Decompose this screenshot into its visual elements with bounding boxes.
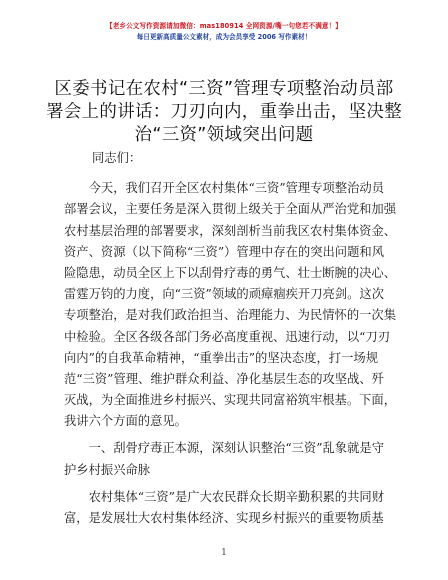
- paragraph: [64, 178, 397, 432]
- paragraph-line: 向内”的自我革命精神，“重拳出击”的坚决态度，打一场规: [64, 350, 378, 365]
- paragraph-line: 雷霆万钧的力度，向“三资”领域的顽瘴痼疾开刀亮剑。这次: [64, 287, 384, 302]
- paragraph-line: 富，是发展壮大农村集体经济、实现乡村振兴的重要物质基: [64, 511, 384, 525]
- paragraph-line: 今天，我们召开全区农村集体“三资”管理专项整治动员: [64, 181, 384, 196]
- promo-banner: [0, 22, 448, 42]
- promo-banner-line-1: 【老乡公文写作资源请加微信：mas180914 全网资源/嘴一句您若不满意！】: [106, 22, 342, 30]
- salutation: 同志们：: [92, 151, 142, 165]
- promo-banner-line-2: 每日更新高质量公文素材，成为会员享受 2006 写作素材！: [136, 33, 312, 41]
- paragraph-line: 护乡村振兴命脉: [64, 462, 151, 477]
- page-number: 1: [221, 548, 227, 558]
- paragraph-line: 险隐患，动员全区上下以刮骨疗毒的勇气、壮士断腕的决心、: [64, 265, 397, 280]
- document-body: [64, 148, 397, 529]
- paragraph-line: 我讲六个方面的意见。: [64, 414, 187, 429]
- paragraph-line: 范“三资”管理、维护群众利益、净化基层生态的攻坚战、歼: [64, 371, 384, 386]
- paragraph-line: 一、刮骨疗毒正本源，深刻认识整治“三资”乱象就是守: [64, 441, 384, 456]
- paragraph-line: 灭战，为全面推进乡村振兴、实现共同富裕筑牢根基。下面，: [64, 393, 397, 408]
- paragraph-line: 中检验。全区各级各部门务必高度重视、迅速行动，以“刀刃: [64, 329, 391, 344]
- title-line: 治“三资”领域突出问题: [134, 125, 314, 145]
- paragraphs: [64, 178, 397, 529]
- paragraph-line: 资产、资源（以下简称“三资”）管理中存在的突出问题和风: [64, 244, 384, 259]
- paragraph-line: 农村集体“三资”是广大农民群众长期辛勤积累的共同财: [64, 489, 384, 504]
- title-line: 区委书记在农村“三资”管理专项整治动员部: [54, 79, 394, 99]
- paragraph-line: 专项整治，是对我们政治担当、治理能力、为民情怀的一次集: [64, 308, 397, 323]
- paragraph: [64, 438, 394, 480]
- title-line: 署会上的讲话：刀刃向内，重拳出击，坚决整: [46, 102, 402, 122]
- paragraph: [64, 487, 394, 529]
- paragraph-line: 农村基层治理的部署要求，深刻剖析当前我区农村集体资金、: [64, 223, 397, 238]
- document-title: [0, 78, 448, 147]
- paragraph-line: 部署会议，主要任务是深入贯彻上级关于全面从严治党和加强: [64, 202, 397, 217]
